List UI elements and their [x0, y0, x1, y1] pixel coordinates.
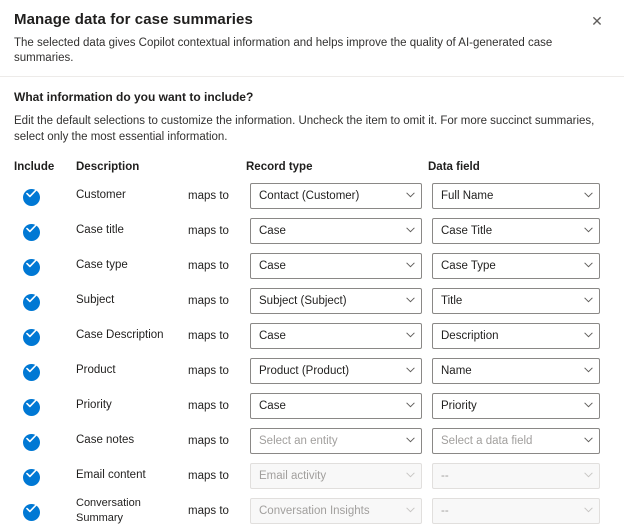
chevron-down-icon [402, 366, 415, 375]
record-type-cell [250, 218, 432, 244]
record-type-dropdown[interactable] [250, 428, 422, 454]
row-description: Subject [76, 294, 115, 306]
include-checkbox-checked-icon[interactable] [23, 469, 40, 486]
row-description: Customer [76, 189, 126, 201]
data-field-dropdown [432, 463, 600, 489]
record-type-dropdown[interactable] [250, 218, 422, 244]
maps-to-label: maps to [188, 364, 229, 377]
chevron-down-icon [580, 261, 593, 270]
include-checkbox-checked-icon[interactable] [23, 504, 40, 521]
row-description: Priority [76, 399, 112, 411]
data-field-value: -- [441, 469, 449, 482]
data-field-cell [432, 288, 610, 314]
table-row [14, 458, 610, 493]
maps-to-label: maps to [188, 259, 229, 272]
include-cell [14, 256, 76, 276]
table-row [14, 353, 610, 388]
row-description: Case notes [76, 434, 135, 446]
include-cell [14, 431, 76, 451]
maps-to-label: maps to [188, 434, 229, 447]
chevron-down-icon [402, 471, 415, 480]
record-type-dropdown [250, 463, 422, 489]
record-type-dropdown[interactable] [250, 323, 422, 349]
record-type-value: Case [259, 259, 286, 272]
record-type-cell [250, 358, 432, 384]
section-heading: What information do you want to include? [14, 90, 254, 104]
page-title: Manage data for case summaries [14, 11, 253, 28]
data-field-cell [432, 253, 610, 279]
data-mapping-table [0, 161, 624, 528]
chevron-down-icon [580, 226, 593, 235]
column-header-record-type: Record type [246, 161, 313, 173]
row-description: Product [76, 364, 116, 376]
record-type-value: Select an entity [259, 434, 338, 447]
table-row [14, 248, 610, 283]
dialog-header [0, 0, 624, 66]
include-cell [14, 501, 76, 521]
record-type-cell [250, 288, 432, 314]
chevron-down-icon [402, 226, 415, 235]
record-type-value: Subject (Subject) [259, 294, 347, 307]
include-checkbox-checked-icon[interactable] [23, 259, 40, 276]
chevron-down-icon [580, 471, 593, 480]
column-header-data-field: Data field [428, 161, 480, 173]
data-field-dropdown[interactable] [432, 288, 600, 314]
chevron-down-icon [402, 331, 415, 340]
include-cell [14, 396, 76, 416]
include-cell [14, 221, 76, 241]
maps-to-label: maps to [188, 399, 229, 412]
section-description: Edit the default selections to customize the information. Uncheck the item to omit it. For more succinct summaries, select only the most essential information. [14, 115, 595, 143]
table-row [14, 283, 610, 318]
row-description: Case type [76, 259, 128, 271]
data-field-cell [432, 218, 610, 244]
data-field-cell [432, 323, 610, 349]
chevron-down-icon [580, 331, 593, 340]
include-checkbox-checked-icon[interactable] [23, 189, 40, 206]
row-description: Conversation Summary [76, 496, 141, 524]
record-type-value: Case [259, 399, 286, 412]
record-type-cell [250, 323, 432, 349]
record-type-dropdown[interactable] [250, 358, 422, 384]
maps-to-label: maps to [188, 224, 229, 237]
data-field-cell [432, 393, 610, 419]
maps-to-label: maps to [188, 329, 229, 342]
dialog-subtitle: The selected data gives Copilot contextual information and helps improve the quality of AI-generated case summaries. [14, 37, 553, 64]
data-field-value: Full Name [441, 189, 494, 202]
include-cell [14, 361, 76, 381]
maps-to-label: maps to [188, 294, 229, 307]
data-field-value: Description [441, 329, 499, 342]
table-row [14, 423, 610, 458]
data-field-dropdown[interactable] [432, 358, 600, 384]
data-field-dropdown[interactable] [432, 393, 600, 419]
data-field-value: Name [441, 364, 472, 377]
record-type-cell [250, 253, 432, 279]
record-type-cell [250, 463, 432, 489]
data-field-value: Title [441, 294, 463, 307]
data-field-dropdown[interactable] [432, 183, 600, 209]
chevron-down-icon [580, 296, 593, 305]
data-field-dropdown[interactable] [432, 218, 600, 244]
maps-to-label: maps to [188, 189, 229, 202]
chevron-down-icon [402, 296, 415, 305]
include-checkbox-checked-icon[interactable] [23, 434, 40, 451]
include-checkbox-checked-icon[interactable] [23, 329, 40, 346]
column-header-description: Description [76, 161, 140, 173]
chevron-down-icon [580, 191, 593, 200]
record-type-dropdown[interactable] [250, 253, 422, 279]
data-field-dropdown[interactable] [432, 428, 600, 454]
record-type-value: Conversation Insights [259, 504, 370, 517]
record-type-cell [250, 183, 432, 209]
data-field-value: -- [441, 504, 449, 517]
record-type-cell [250, 428, 432, 454]
table-row [14, 318, 610, 353]
table-body [14, 178, 610, 528]
record-type-value: Case [259, 329, 286, 342]
data-field-value: Priority [441, 399, 477, 412]
include-checkbox-checked-icon[interactable] [23, 364, 40, 381]
data-field-dropdown [432, 498, 600, 524]
record-type-dropdown[interactable] [250, 183, 422, 209]
include-checkbox-checked-icon[interactable] [23, 294, 40, 311]
include-cell [14, 291, 76, 311]
chevron-down-icon [402, 436, 415, 445]
data-field-cell [432, 428, 610, 454]
table-row [14, 213, 610, 248]
chevron-down-icon [580, 401, 593, 410]
chevron-down-icon [402, 191, 415, 200]
include-cell [14, 326, 76, 346]
data-field-cell [432, 183, 610, 209]
data-field-cell [432, 358, 610, 384]
table-header-row [14, 161, 610, 178]
chevron-down-icon [402, 401, 415, 410]
data-field-value: Case Title [441, 224, 493, 237]
row-description: Email content [76, 469, 146, 481]
record-type-dropdown [250, 498, 422, 524]
record-type-value: Product (Product) [259, 364, 350, 377]
row-description: Case Description [76, 329, 164, 341]
data-field-value: Case Type [441, 259, 496, 272]
chevron-down-icon [580, 366, 593, 375]
record-type-value: Email activity [259, 469, 327, 482]
record-type-value: Contact (Customer) [259, 189, 360, 202]
record-type-cell [250, 498, 432, 524]
include-section [0, 77, 624, 145]
data-field-dropdown[interactable] [432, 323, 600, 349]
row-description: Case title [76, 224, 124, 236]
chevron-down-icon [402, 261, 415, 270]
record-type-value: Case [259, 224, 286, 237]
include-cell [14, 466, 76, 486]
maps-to-label: maps to [188, 504, 229, 517]
chevron-down-icon [580, 436, 593, 445]
data-field-cell [432, 463, 610, 489]
table-row [14, 178, 610, 213]
table-row [14, 388, 610, 423]
table-row [14, 493, 610, 528]
dialog-header-texts [14, 10, 584, 66]
data-field-value: Select a data field [441, 434, 533, 447]
column-header-include: Include [14, 161, 55, 173]
data-field-cell [432, 498, 610, 524]
record-type-cell [250, 393, 432, 419]
maps-to-label: maps to [188, 469, 229, 482]
close-icon[interactable]: ✕ [584, 10, 610, 32]
include-cell [14, 186, 76, 206]
record-type-dropdown[interactable] [250, 288, 422, 314]
include-checkbox-checked-icon[interactable] [23, 224, 40, 241]
include-checkbox-checked-icon[interactable] [23, 399, 40, 416]
data-field-dropdown[interactable] [432, 253, 600, 279]
record-type-dropdown[interactable] [250, 393, 422, 419]
